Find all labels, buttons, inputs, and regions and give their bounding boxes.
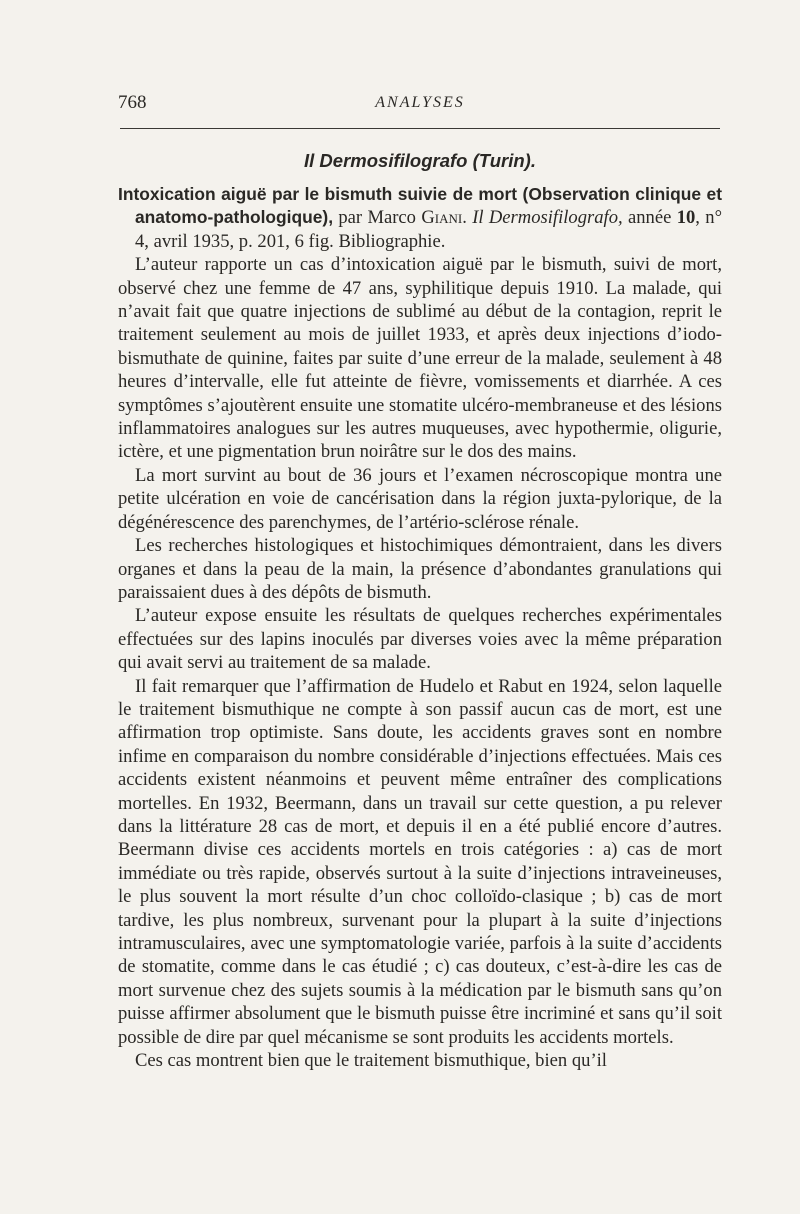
running-header <box>118 92 722 116</box>
article-title: Intoxication aiguë par le bismuth suivie de mort (Observation clinique et anatomo-pathologique), <box>118 184 722 228</box>
section-title: ANALYSES <box>375 94 465 111</box>
article-body <box>118 183 722 1072</box>
page-number: 768 <box>118 92 147 113</box>
citation-year-prefix: année <box>622 207 677 229</box>
paragraph: L’auteur rapporte un cas d’intoxication aiguë par le bismuth, suivi de mort, observé chez une femme de 47 ans, syphilitique depuis 1910. La malade, qui n’avait fait que quatre injections de sublimé au début de la contagion, reprit le traitement seulement au mois de juillet 1933, et après deux injections d’iodo-bismuthate de quinine, faites par suite d’une erreur de la malade, seulement à 48 heures d’intervalle, elle fut atteinte de fièvre, vomissements et diarrhée. A ces symptômes s’ajoutèrent ensuite une stomatite ulcéro-membraneuse et des lésions inflammatoires analogues sur les autres muqueuses, avec hypothermie, oligurie, ictère, et une pigmentation brun noirâtre sur le dos des mains. <box>118 254 722 463</box>
citation-after-author: . <box>462 207 473 229</box>
citation-rest: , n° 4, avril 1935, p. 201, 6 fig. Bibliographie. <box>135 207 723 252</box>
header-rule <box>120 128 720 129</box>
citation-journal: Il Dermosifilografo, <box>472 207 623 229</box>
citation <box>118 183 722 253</box>
citation-author: Giani <box>421 207 463 229</box>
paragraph: Les recherches histologiques et histochimiques démontraient, dans les divers organes et dans la peau de la main, la présence d’abondantes granulations qui paraissaient dues à des dépôts de bismuth. <box>118 535 722 603</box>
journal-heading: Il Dermosifilografo (Turin). <box>304 150 536 171</box>
paragraph: L’auteur expose ensuite les résultats de quelques recherches expérimentales effectuées sur des lapins inoculés par diverses voies avec la même préparation qui avait servi au traitement de sa malade. <box>118 605 722 674</box>
citation-volume: 10 <box>676 207 696 229</box>
paragraph: La mort survint au bout de 36 jours et l’examen nécroscopique montra une petite ulcération en voie de cancérisation dans la région juxta-pylorique, de la dégénérescence des parenchymes, de l’artério-sclérose rénale. <box>118 464 722 533</box>
paragraph: Ces cas montrent bien que le traitement bismuthique, bien qu’il <box>135 1050 607 1072</box>
citation-by: par Marco <box>333 207 422 229</box>
paragraph: Il fait remarquer que l’affirmation de Hudelo et Rabut en 1924, selon laquelle le traitement bismuthique ne compte à son passif aucun cas de mort, est une affirmation trop optimiste. Sans doute, les accidents graves sont en nombre infime en comparaison du nombre considérable d’injections effectuées. Mais ces accidents existent néanmoins et peuvent même entraîner des complications mortelles. En 1932, Beermann, dans un travail sur cette question, a pu relever dans la littérature 28 cas de mort, et depuis il en a été publié encore d’autres. Beermann divise ces accidents mortels en trois catégories : a) cas de mort immédiate ou très rapide, observés surtout à la suite d’injections intraveineuses, le plus souvent la mort résulte d’un choc colloïdo-clasique ; b) cas de mort tardive, les plus nombreux, survenant pour la plupart à la suite d’injections intramusculaires, avec une symptomatologie variée, parfois à la suite d’accidents de stomatite, comme dans le cas étudié ; c) cas douteux, c’est-à-dire les cas de mort survenue chez des sujets soumis à la médication par le bismuth sans qu’on puisse affirmer absolument que le bismuth puisse être incriminé et sans qu’il soit possible de dire par quel mécanisme se sont produits les accidents mortels. <box>118 675 722 1048</box>
